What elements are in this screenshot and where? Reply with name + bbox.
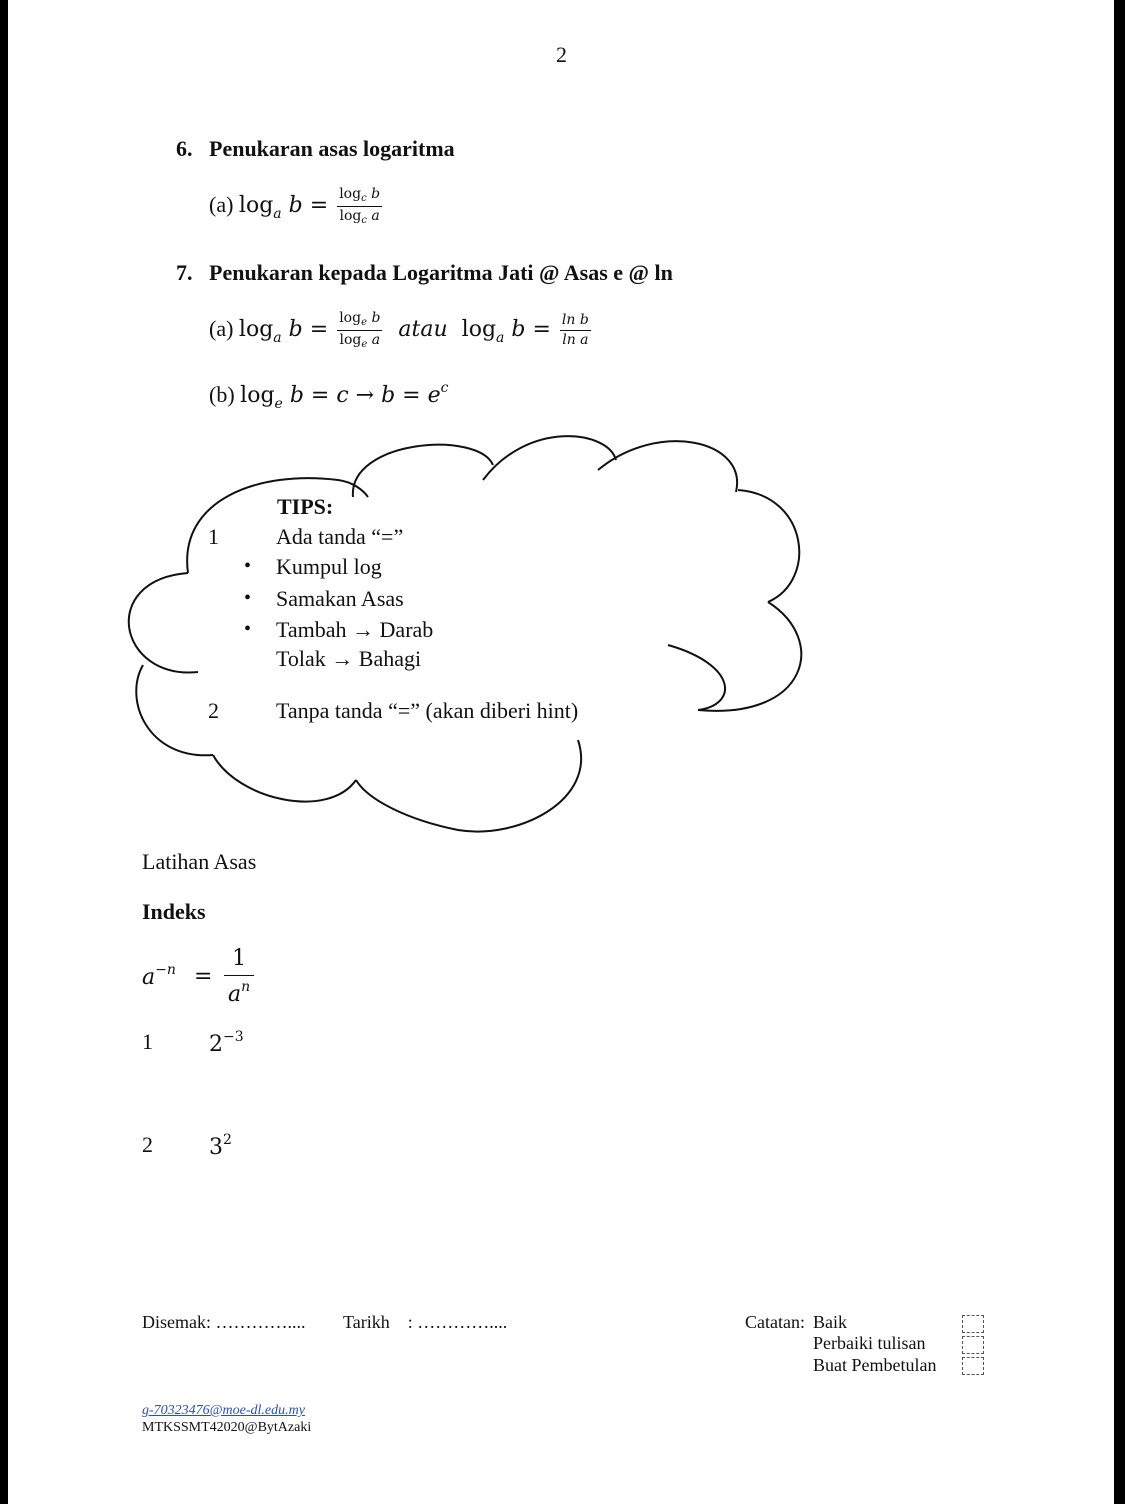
disemak-field (142, 1312, 306, 1333)
indeks-rule-lhs (142, 962, 176, 990)
log-base-2: a (496, 330, 505, 346)
frac-den-base: e (361, 338, 368, 350)
document-page (8, 0, 1114, 1504)
frac-num-arg: b (371, 186, 381, 202)
log-base: a (273, 206, 282, 222)
cloud-arc (356, 740, 581, 832)
disemak-label: Disemak: (142, 1312, 211, 1332)
cloud-arc (668, 645, 725, 710)
section6-title: Penukaran asas logaritma (209, 136, 455, 161)
frac-den-log: log (339, 331, 362, 348)
equals-sign: = (309, 317, 329, 342)
tips-item2-text: Tanpa tanda “=” (akan diberi hint) (276, 698, 579, 723)
catatan-option-pembetulan: Buat Pembetulan (813, 1355, 937, 1375)
ln-den: ln a (562, 331, 589, 348)
frac-den-arg: a (371, 207, 380, 224)
tarikh-label: Tarikh (343, 1312, 390, 1332)
rule-den: a (228, 982, 242, 1008)
question2-number: 2 (142, 1132, 153, 1157)
cloud-arc (129, 573, 198, 672)
tips-bullet-1: Kumpul log (276, 554, 382, 579)
tarikh-dots: ………….... (417, 1312, 508, 1332)
tips-cloud-shape (8, 0, 1114, 1504)
tips-title: TIPS: (277, 494, 334, 519)
q2-base: 3 (209, 1135, 223, 1160)
frac-num-log: log (339, 310, 362, 326)
q2-exp: 2 (223, 1132, 232, 1148)
question2-expression (209, 1132, 232, 1160)
section6-number: 6. (176, 136, 193, 161)
tarikh-colon: : (407, 1312, 413, 1332)
checkbox-perbaiki[interactable] (962, 1336, 984, 1354)
section7-number: 7. (176, 260, 193, 285)
tips-sub-line: Tolak → Bahagi (276, 646, 422, 671)
tips-item1-text: Ada tanda “=” (276, 524, 404, 549)
log-base: a (273, 330, 282, 346)
equals-sign-2: = (532, 317, 551, 342)
cloud-arc (738, 490, 799, 602)
log-text: log (238, 317, 274, 342)
frac-num-log: log (339, 186, 362, 202)
indeks-title: Indeks (142, 899, 206, 924)
bullet-dot: • (244, 555, 252, 577)
catatan-label: Catatan: (745, 1312, 805, 1332)
ln-num: ln b (560, 312, 591, 330)
log-arg-2: b (511, 317, 526, 342)
section7-a-label: (a) (209, 316, 234, 341)
latihan-title: Latihan Asas (142, 849, 257, 874)
indeks-rule-eq (194, 964, 212, 989)
page-number: 2 (556, 42, 567, 67)
section7-title: Penukaran kepada Logaritma Jati @ Asas e @ ln (209, 260, 673, 285)
frac-den-base: c (361, 214, 367, 226)
q1-base: 2 (209, 1032, 223, 1057)
formula-exp: c (440, 380, 449, 396)
cloud-arc (136, 665, 213, 755)
log-text: log (240, 383, 275, 408)
section6-a-label: (a) (209, 192, 234, 217)
frac-den-log: log (339, 207, 362, 224)
rule-base: a (142, 965, 156, 990)
tips-item1-number: 1 (208, 524, 219, 549)
tips-bullet-3: Tambah → Darab (276, 617, 434, 642)
cloud-arc (698, 602, 801, 711)
checkbox-pembetulan[interactable] (962, 1357, 984, 1375)
checkbox-baik[interactable] (962, 1315, 984, 1333)
log-text-2: log (461, 317, 497, 342)
cloud-arc (483, 436, 616, 480)
question1-number: 1 (142, 1029, 153, 1054)
bullet-dot: • (244, 618, 252, 640)
rule-exp: −n (155, 962, 176, 978)
catatan-option-perbaiki: Perbaiki tulisan (813, 1333, 926, 1353)
or-word: atau (398, 317, 448, 342)
footer-code: MTKSSMT42020@BytAzaki (142, 1420, 312, 1435)
log-arg: b (288, 193, 303, 218)
disemak-dots: ………….... (215, 1312, 306, 1332)
cloud-arc (353, 445, 493, 497)
frac-num-base: e (361, 317, 367, 328)
rule-den-exp: n (241, 979, 251, 996)
equals-sign: = (194, 964, 213, 989)
log-base: e (274, 396, 283, 412)
bullet-dot: • (244, 587, 252, 609)
tips-bullet-2: Samakan Asas (276, 586, 404, 611)
section7-b-label: (b) (209, 382, 235, 407)
formula-rest: b = c → b = e (289, 383, 441, 408)
log-text: log (238, 193, 274, 218)
catatan-option-baik: Baik (813, 1312, 847, 1332)
tips-item2-number: 2 (208, 698, 219, 723)
cloud-arc (598, 441, 737, 492)
frac-num-arg: b (371, 310, 381, 326)
cloud-arc (213, 755, 356, 802)
log-arg: b (288, 317, 303, 342)
q1-exp: −3 (223, 1029, 244, 1045)
frac-num-base: c (361, 193, 367, 204)
tarikh-field (343, 1312, 507, 1333)
indeks-rule-fraction (224, 946, 254, 1009)
equals-sign: = (309, 193, 329, 218)
email-link[interactable]: g-70323476@moe-dl.edu.my (142, 1403, 305, 1418)
question1-expression (209, 1029, 244, 1057)
frac-den-arg: a (371, 331, 381, 348)
rule-num: 1 (224, 946, 254, 976)
